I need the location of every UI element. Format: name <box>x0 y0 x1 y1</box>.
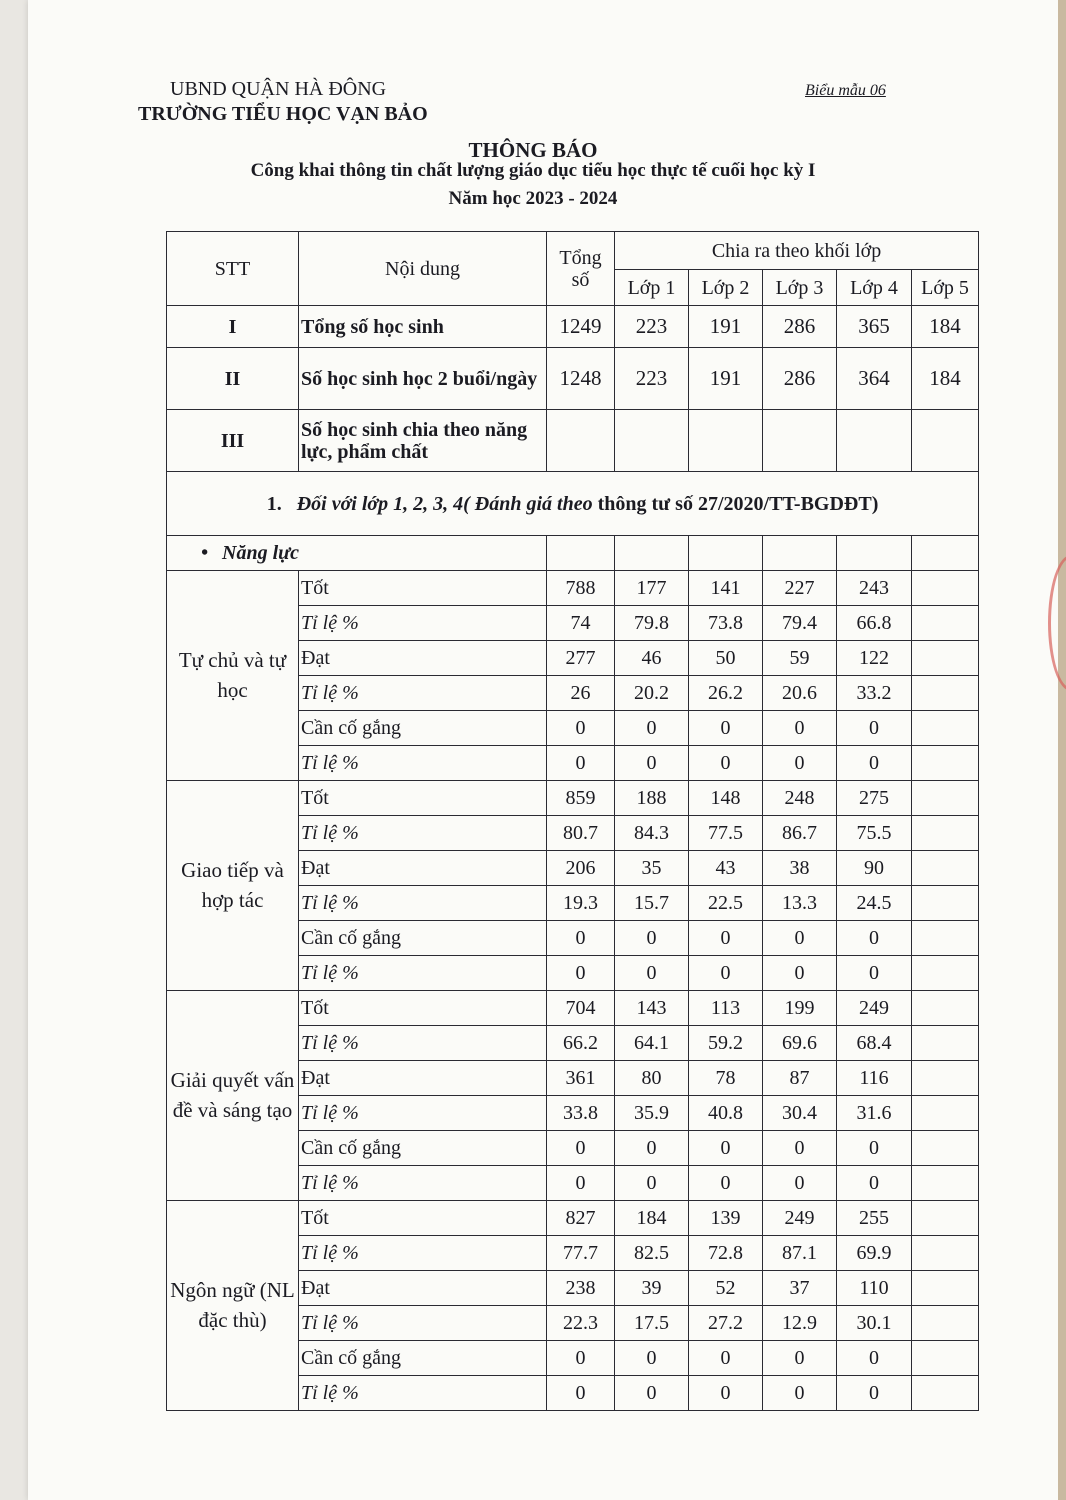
value-cell: 0 <box>837 1131 912 1166</box>
value-cell <box>912 956 979 991</box>
value-cell: 0 <box>547 1376 615 1411</box>
table-row <box>167 571 979 606</box>
value-cell <box>912 711 979 746</box>
subsection-label: Năng lực <box>222 542 299 564</box>
criterion-label: Tỉ lệ % <box>299 606 547 641</box>
value-cell: 110 <box>837 1271 912 1306</box>
value-cell: 206 <box>547 851 615 886</box>
value-cell <box>912 1271 979 1306</box>
criterion-label: Tỉ lệ % <box>299 1376 547 1411</box>
empty-cell <box>837 536 912 571</box>
value-cell: 33.2 <box>837 676 912 711</box>
group-name: Ngôn ngữ (NL đặc thù) <box>167 1201 299 1411</box>
value-cell: 113 <box>689 991 763 1026</box>
value-cell: 24.5 <box>837 886 912 921</box>
value-cell: 0 <box>763 1166 837 1201</box>
empty-cell <box>615 536 689 571</box>
value-cell <box>912 991 979 1026</box>
value-cell: 0 <box>763 956 837 991</box>
value-cell: 69.9 <box>837 1236 912 1271</box>
subsection-heading <box>167 536 547 571</box>
org-line-1: UBND QUẬN HÀ ĐÔNG <box>170 78 387 100</box>
value-cell: 59.2 <box>689 1026 763 1061</box>
value-cell: 39 <box>615 1271 689 1306</box>
value-cell: 248 <box>763 781 837 816</box>
value-cell: 227 <box>763 571 837 606</box>
value-cell: 87 <box>763 1061 837 1096</box>
group-name: Giao tiếp và hợp tác <box>167 781 299 991</box>
header-stt: STT <box>167 232 299 306</box>
criterion-label: Đạt <box>299 1271 547 1306</box>
value-cell: 0 <box>615 1376 689 1411</box>
criterion-label: Đạt <box>299 641 547 676</box>
value-cell: 74 <box>547 606 615 641</box>
value-cell: 275 <box>837 781 912 816</box>
value-cell <box>912 746 979 781</box>
value-cell <box>912 1236 979 1271</box>
value-cell: 37 <box>763 1271 837 1306</box>
value-cell: 17.5 <box>615 1306 689 1341</box>
value-cell: 0 <box>837 711 912 746</box>
grade-cell <box>837 410 912 472</box>
grade-cell: 223 <box>615 306 689 348</box>
value-cell: 0 <box>547 1166 615 1201</box>
value-cell: 69.6 <box>763 1026 837 1061</box>
value-cell: 0 <box>689 956 763 991</box>
school-year: Năm học 2023 - 2024 <box>448 188 618 209</box>
value-cell: 50 <box>689 641 763 676</box>
value-cell <box>912 886 979 921</box>
value-cell: 139 <box>689 1201 763 1236</box>
value-cell: 78 <box>689 1061 763 1096</box>
value-cell: 52 <box>689 1271 763 1306</box>
grade-cell <box>689 410 763 472</box>
criterion-label: Tỉ lệ % <box>299 746 547 781</box>
value-cell: 0 <box>615 1131 689 1166</box>
value-cell: 12.9 <box>763 1306 837 1341</box>
criterion-label: Tỉ lệ % <box>299 1236 547 1271</box>
value-cell: 0 <box>547 746 615 781</box>
row-label: Số học sinh chia theo năng lực, phẩm chất <box>299 410 547 472</box>
value-cell: 0 <box>763 1341 837 1376</box>
value-cell: 75.5 <box>837 816 912 851</box>
value-cell: 116 <box>837 1061 912 1096</box>
value-cell: 0 <box>837 746 912 781</box>
value-cell: 0 <box>689 746 763 781</box>
value-cell: 0 <box>689 1131 763 1166</box>
value-cell: 38 <box>763 851 837 886</box>
value-cell: 0 <box>763 921 837 956</box>
value-cell <box>912 641 979 676</box>
grade-cell: 191 <box>689 306 763 348</box>
value-cell: 80.7 <box>547 816 615 851</box>
value-cell: 27.2 <box>689 1306 763 1341</box>
grade-cell: 184 <box>912 306 979 348</box>
value-cell: 15.7 <box>615 886 689 921</box>
value-cell: 72.8 <box>689 1236 763 1271</box>
value-cell: 277 <box>547 641 615 676</box>
criterion-label: Tỉ lệ % <box>299 1166 547 1201</box>
header-grade: Lớp 3 <box>763 270 837 306</box>
criterion-label: Tỉ lệ % <box>299 1026 547 1061</box>
value-cell <box>912 1201 979 1236</box>
header-split: Chia ra theo khối lớp <box>615 232 979 270</box>
criterion-label: Tốt <box>299 781 547 816</box>
value-cell: 704 <box>547 991 615 1026</box>
value-cell <box>912 676 979 711</box>
grade-cell: 191 <box>689 348 763 410</box>
value-cell: 0 <box>837 956 912 991</box>
value-cell: 0 <box>689 1376 763 1411</box>
value-cell: 22.3 <box>547 1306 615 1341</box>
empty-cell <box>763 536 837 571</box>
value-cell: 68.4 <box>837 1026 912 1061</box>
criterion-label: Tốt <box>299 1201 547 1236</box>
empty-cell <box>547 536 615 571</box>
grade-cell <box>912 410 979 472</box>
section-italic: Đối với lớp 1, 2, 3, 4( Đánh giá theo <box>296 492 593 515</box>
criterion-label: Tỉ lệ % <box>299 956 547 991</box>
value-cell <box>912 1061 979 1096</box>
value-cell <box>912 606 979 641</box>
value-cell: 0 <box>763 1376 837 1411</box>
criterion-label: Tỉ lệ % <box>299 1096 547 1131</box>
criterion-label: Tỉ lệ % <box>299 816 547 851</box>
table-row <box>167 991 979 1026</box>
value-cell: 20.2 <box>615 676 689 711</box>
value-cell: 0 <box>547 921 615 956</box>
group-name: Tự chủ và tự học <box>167 571 299 781</box>
value-cell: 148 <box>689 781 763 816</box>
value-cell: 30.4 <box>763 1096 837 1131</box>
value-cell: 90 <box>837 851 912 886</box>
value-cell: 87.1 <box>763 1236 837 1271</box>
value-cell: 0 <box>763 746 837 781</box>
grade-cell: 286 <box>763 348 837 410</box>
value-cell: 0 <box>615 711 689 746</box>
value-cell: 59 <box>763 641 837 676</box>
section-rest: thông tư số 27/2020/TT-BGDĐT) <box>597 492 879 515</box>
value-cell: 82.5 <box>615 1236 689 1271</box>
value-cell: 0 <box>547 956 615 991</box>
value-cell <box>912 1376 979 1411</box>
value-cell: 141 <box>689 571 763 606</box>
value-cell: 77.5 <box>689 816 763 851</box>
value-cell: 30.1 <box>837 1306 912 1341</box>
value-cell <box>912 816 979 851</box>
criterion-label: Tỉ lệ % <box>299 676 547 711</box>
section-row <box>167 472 979 536</box>
value-cell: 177 <box>615 571 689 606</box>
value-cell: 0 <box>763 711 837 746</box>
grade-cell: 365 <box>837 306 912 348</box>
criterion-label: Tỉ lệ % <box>299 1306 547 1341</box>
value-cell: 26.2 <box>689 676 763 711</box>
table-row <box>167 1201 979 1236</box>
value-cell: 188 <box>615 781 689 816</box>
value-cell: 0 <box>689 921 763 956</box>
value-cell: 26 <box>547 676 615 711</box>
value-cell: 0 <box>837 1166 912 1201</box>
empty-cell <box>912 536 979 571</box>
value-cell: 122 <box>837 641 912 676</box>
grade-cell: 184 <box>912 348 979 410</box>
subsection-row <box>167 536 979 571</box>
grade-cell: 286 <box>763 306 837 348</box>
value-cell: 0 <box>837 1341 912 1376</box>
value-cell: 64.1 <box>615 1026 689 1061</box>
grade-cell <box>615 410 689 472</box>
criterion-label: Cần cố gắng <box>299 921 547 956</box>
value-cell: 66.2 <box>547 1026 615 1061</box>
header-content: Nội dung <box>299 232 547 306</box>
value-cell: 0 <box>615 746 689 781</box>
value-cell: 249 <box>763 1201 837 1236</box>
value-cell: 31.6 <box>837 1096 912 1131</box>
value-cell: 80 <box>615 1061 689 1096</box>
value-cell: 243 <box>837 571 912 606</box>
table-row <box>167 410 979 472</box>
empty-cell <box>689 536 763 571</box>
value-cell: 0 <box>837 1376 912 1411</box>
value-cell: 238 <box>547 1271 615 1306</box>
value-cell: 0 <box>689 1166 763 1201</box>
header-grade: Lớp 4 <box>837 270 912 306</box>
header-grade: Lớp 5 <box>912 270 979 306</box>
value-cell <box>912 851 979 886</box>
value-cell: 788 <box>547 571 615 606</box>
value-cell: 40.8 <box>689 1096 763 1131</box>
criterion-label: Cần cố gắng <box>299 1341 547 1376</box>
grade-cell: 223 <box>615 348 689 410</box>
grade-cell <box>763 410 837 472</box>
value-cell: 35.9 <box>615 1096 689 1131</box>
value-cell: 0 <box>763 1131 837 1166</box>
value-cell <box>912 781 979 816</box>
value-cell: 84.3 <box>615 816 689 851</box>
value-cell: 22.5 <box>689 886 763 921</box>
total-cell: 1249 <box>547 306 615 348</box>
value-cell: 0 <box>615 1166 689 1201</box>
value-cell: 0 <box>547 1341 615 1376</box>
table-row <box>167 306 979 348</box>
criterion-label: Đạt <box>299 851 547 886</box>
value-cell <box>912 1341 979 1376</box>
value-cell: 827 <box>547 1201 615 1236</box>
doc-subtitle: Công khai thông tin chất lượng giáo dục tiểu học thực tế cuối học kỳ I <box>250 160 816 181</box>
total-cell <box>547 410 615 472</box>
value-cell <box>912 1026 979 1061</box>
doc-title: THÔNG BÁO <box>468 138 598 162</box>
value-cell: 143 <box>615 991 689 1026</box>
criterion-label: Đạt <box>299 1061 547 1096</box>
value-cell: 66.8 <box>837 606 912 641</box>
stt-cell: I <box>167 306 299 348</box>
page-edge <box>1058 0 1066 1500</box>
criterion-label: Tỉ lệ % <box>299 886 547 921</box>
value-cell: 35 <box>615 851 689 886</box>
value-cell: 13.3 <box>763 886 837 921</box>
value-cell: 361 <box>547 1061 615 1096</box>
criterion-label: Cần cố gắng <box>299 1131 547 1166</box>
value-cell <box>912 1166 979 1201</box>
value-cell: 73.8 <box>689 606 763 641</box>
header-grade: Lớp 1 <box>615 270 689 306</box>
value-cell: 184 <box>615 1201 689 1236</box>
value-cell <box>912 1096 979 1131</box>
value-cell: 0 <box>615 921 689 956</box>
stt-cell: II <box>167 348 299 410</box>
value-cell <box>912 571 979 606</box>
value-cell: 0 <box>837 921 912 956</box>
value-cell <box>912 1131 979 1166</box>
value-cell: 255 <box>837 1201 912 1236</box>
value-cell: 86.7 <box>763 816 837 851</box>
criterion-label: Tốt <box>299 991 547 1026</box>
value-cell: 33.8 <box>547 1096 615 1131</box>
criterion-label: Tốt <box>299 571 547 606</box>
value-cell: 77.7 <box>547 1236 615 1271</box>
value-cell: 0 <box>547 1131 615 1166</box>
value-cell: 0 <box>689 1341 763 1376</box>
value-cell: 19.3 <box>547 886 615 921</box>
form-label: Biểu mẫu 06 <box>805 82 886 99</box>
value-cell: 0 <box>689 711 763 746</box>
value-cell: 79.8 <box>615 606 689 641</box>
quality-table <box>166 231 979 1411</box>
header-grade: Lớp 2 <box>689 270 763 306</box>
value-cell: 0 <box>615 1341 689 1376</box>
group-name: Giải quyết vấn đề và sáng tạo <box>167 991 299 1201</box>
table-row <box>167 781 979 816</box>
stt-cell: III <box>167 410 299 472</box>
value-cell <box>912 921 979 956</box>
value-cell <box>912 1306 979 1341</box>
row-label: Số học sinh học 2 buổi/ngày <box>299 348 547 410</box>
value-cell: 79.4 <box>763 606 837 641</box>
value-cell: 199 <box>763 991 837 1026</box>
value-cell: 249 <box>837 991 912 1026</box>
value-cell: 0 <box>547 711 615 746</box>
table-row <box>167 348 979 410</box>
section-heading <box>167 472 979 536</box>
value-cell: 20.6 <box>763 676 837 711</box>
section-number: 1. <box>266 492 282 515</box>
row-label: Tổng số học sinh <box>299 306 547 348</box>
value-cell: 43 <box>689 851 763 886</box>
value-cell: 859 <box>547 781 615 816</box>
criterion-label: Cần cố gắng <box>299 711 547 746</box>
value-cell: 46 <box>615 641 689 676</box>
grade-cell: 364 <box>837 348 912 410</box>
bullet-icon <box>201 542 222 564</box>
org-line-2: TRƯỜNG TIỂU HỌC VẠN BẢO <box>138 103 428 125</box>
total-cell: 1248 <box>547 348 615 410</box>
value-cell: 0 <box>615 956 689 991</box>
header-total: Tổng số <box>547 232 615 306</box>
